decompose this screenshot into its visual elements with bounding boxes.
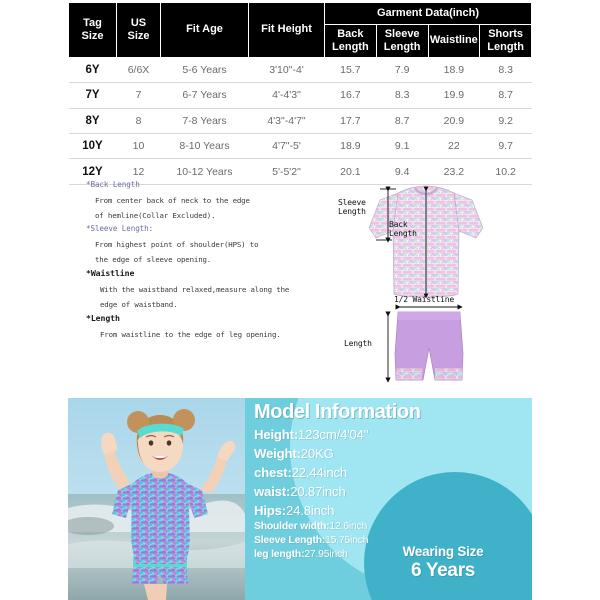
cell-waistline: 19.9 — [428, 83, 480, 108]
cell-back-length: 15.7 — [325, 57, 377, 82]
cell-back-length: 17.7 — [325, 108, 377, 133]
cell-waistline: 20.9 — [428, 108, 480, 133]
model-info-rows — [254, 425, 486, 521]
cell-sleeve-length: 8.7 — [376, 108, 428, 133]
note-title: *Length — [86, 313, 120, 323]
note-title: *Sleeve Length: — [86, 224, 154, 233]
model-info-value: 22.44inch — [291, 464, 348, 480]
cell-tag-size: 6Y — [69, 57, 117, 82]
note-line: With the waistband relaxed,measure along the — [100, 284, 290, 294]
table-row — [69, 108, 532, 133]
table-row — [69, 57, 532, 82]
wearing-size-label: Wearing Size — [402, 544, 484, 559]
cell-fit-age: 10-12 Years — [161, 159, 249, 184]
col-header-waistline: Waistline — [428, 24, 480, 57]
wearing-size-value: 6 Years — [410, 560, 476, 581]
label-back-length: Back Length — [389, 220, 417, 238]
model-info-row — [254, 482, 486, 501]
cell-fit-height: 4'-4'3" — [249, 83, 325, 108]
cell-tag-size: 7Y — [69, 83, 117, 108]
wearing-size-badge — [360, 544, 526, 582]
cell-us-size: 7 — [117, 83, 161, 108]
note-line: of hemline(Collar Excluded). — [95, 211, 216, 220]
cell-us-size: 12 — [117, 159, 161, 184]
note-line: edge of waistband. — [100, 300, 178, 309]
table-head — [69, 3, 532, 58]
cell-shorts-length: 8.7 — [480, 83, 532, 108]
table-row — [69, 83, 532, 108]
shorts-garment — [395, 312, 463, 380]
model-info-label: waist: — [254, 484, 291, 500]
note-line: the edge of sleeve opening. — [95, 255, 212, 264]
model-info-label: Sleeve Length: — [254, 535, 326, 547]
col-header-fit-age: Fit Age — [161, 3, 249, 58]
cell-fit-height: 5'-5'2" — [249, 159, 325, 184]
model-info-row — [254, 444, 486, 463]
cell-tag-size: 12Y — [69, 159, 117, 184]
col-header-shorts-length: Shorts Length — [480, 24, 532, 57]
garment-illustration — [336, 176, 546, 398]
model-info-label: leg length: — [254, 548, 305, 560]
table-body — [69, 57, 532, 184]
label-half-waistline: 1/2 Waistline — [394, 295, 455, 304]
cell-fit-height: 3'10"-4' — [249, 57, 325, 82]
model-info-label: chest: — [254, 464, 292, 480]
cell-sleeve-length: 7.9 — [376, 57, 428, 82]
cell-tag-size: 8Y — [69, 108, 117, 133]
label-sleeve-length: Sleeve Length — [338, 198, 366, 216]
col-header-back-length: Back Length — [325, 24, 377, 57]
cell-fit-age: 5-6 Years — [161, 57, 249, 82]
model-banner — [68, 398, 532, 600]
model-info-value: 15.75inch — [325, 535, 369, 547]
note-line: From highest point of shoulder(HPS) to — [95, 239, 259, 249]
note-title: *Waistline — [86, 268, 135, 278]
cell-shorts-length: 10.2 — [480, 159, 532, 184]
model-info-row — [254, 425, 486, 444]
cell-back-length: 18.9 — [325, 134, 377, 159]
col-header-fit-height: Fit Height — [249, 3, 325, 58]
model-info-row — [254, 463, 486, 482]
model-info-title: Model Information — [254, 401, 421, 423]
model-photo — [68, 398, 245, 600]
model-info-value: 12.6inch — [329, 521, 368, 533]
cell-sleeve-length: 9.4 — [376, 159, 428, 184]
cell-us-size: 10 — [117, 134, 161, 159]
garment-diagram — [336, 176, 546, 398]
size-chart-table — [68, 2, 532, 185]
model-info-value: 24.8inch — [285, 503, 335, 519]
model-info-label: Shoulder width: — [254, 521, 330, 533]
cell-fit-age: 8-10 Years — [161, 134, 249, 159]
cell-waistline: 22 — [428, 134, 480, 159]
cell-tag-size: 10Y — [69, 134, 117, 159]
cell-waistline: 18.9 — [428, 57, 480, 82]
model-info-row — [254, 520, 486, 534]
cell-back-length: 20.1 — [325, 159, 377, 184]
cell-fit-height: 4'3"-4'7" — [249, 108, 325, 133]
note-line: From center back of neck to the edge — [95, 195, 250, 205]
measurement-notes — [86, 176, 331, 339]
model-photo-image — [68, 398, 245, 600]
model-information-panel — [245, 398, 532, 600]
cell-shorts-length: 9.7 — [480, 134, 532, 159]
cell-us-size: 6/6X — [117, 57, 161, 82]
model-info-label: Weight: — [254, 445, 301, 461]
model-info-value: 20.87inch — [290, 484, 346, 500]
cell-fit-age: 7-8 Years — [161, 108, 249, 133]
col-header-garment-data: Garment Data(inch) — [325, 3, 532, 25]
note-title: *Back Length — [86, 180, 140, 189]
cell-sleeve-length: 9.1 — [376, 134, 428, 159]
label-length: Length — [344, 339, 372, 348]
model-info-value: 20KG — [300, 445, 334, 461]
cell-shorts-length: 9.2 — [480, 108, 532, 133]
col-header-us-size: US Size — [117, 3, 161, 58]
col-header-tag-size: Tag Size — [69, 3, 117, 58]
model-info-value: 27.95inch — [304, 548, 348, 560]
cell-back-length: 16.7 — [325, 83, 377, 108]
cell-fit-height: 4'7"-5' — [249, 134, 325, 159]
model-info-row — [254, 501, 486, 520]
note-line: From waistline to the edge of leg opening. — [100, 329, 281, 339]
cell-sleeve-length: 8.3 — [376, 83, 428, 108]
model-info-label: Height: — [254, 426, 299, 442]
table-row — [69, 134, 532, 159]
model-info-value: 123cm/4'04'' — [298, 426, 369, 442]
cell-waistline: 23.2 — [428, 159, 480, 184]
col-header-sleeve-length: Sleeve Length — [376, 24, 428, 57]
cell-fit-age: 6-7 Years — [161, 83, 249, 108]
model-info-text — [254, 401, 486, 562]
cell-shorts-length: 8.3 — [480, 57, 532, 82]
table-header-row-group — [69, 3, 532, 25]
cell-us-size: 8 — [117, 108, 161, 133]
model-info-label: Hips: — [254, 503, 286, 519]
